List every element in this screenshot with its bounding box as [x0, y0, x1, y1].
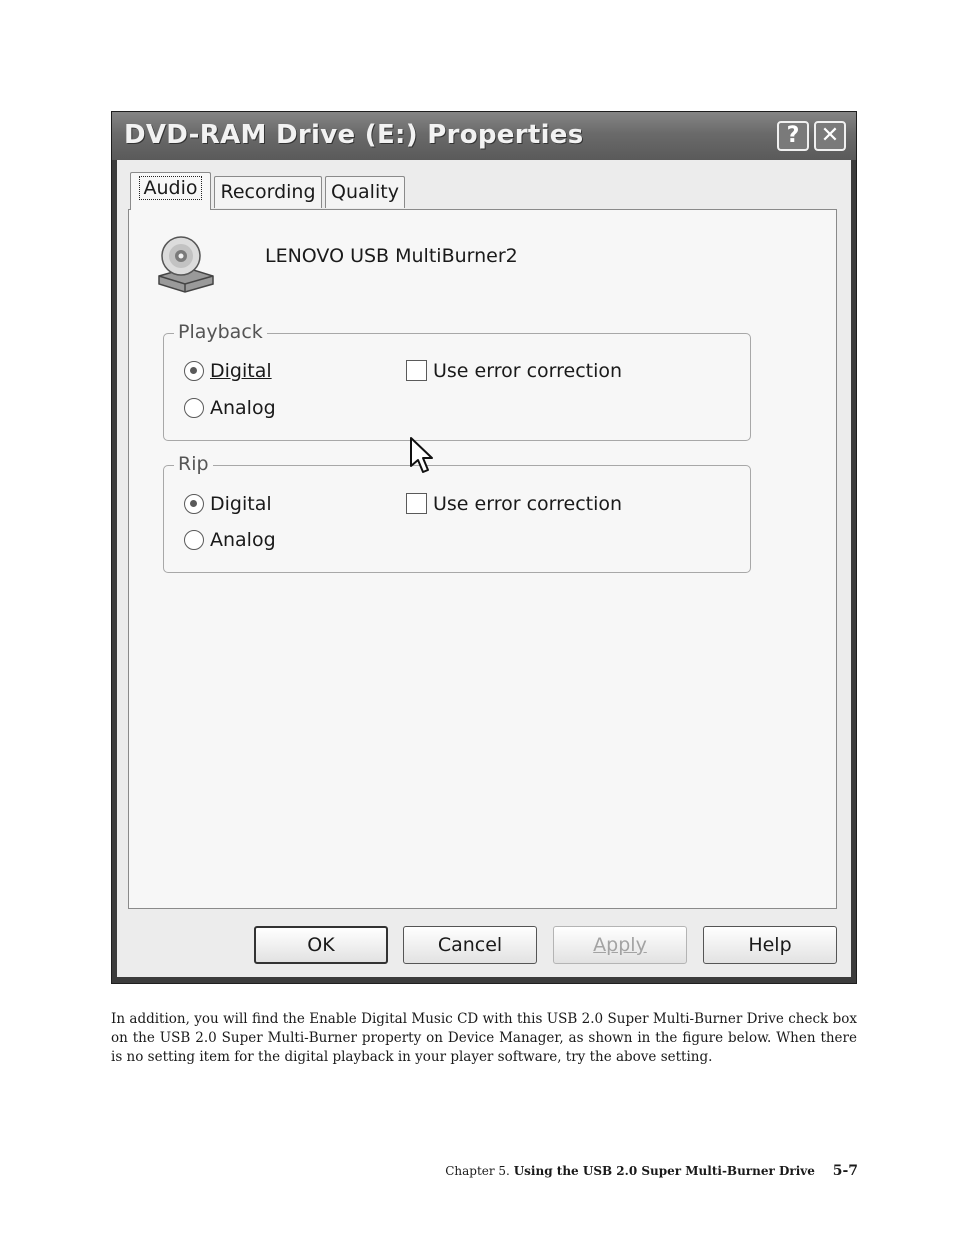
properties-dialog	[111, 111, 857, 984]
tab-audio-label: Audio	[139, 176, 201, 200]
rip-digital-radio[interactable]	[184, 491, 272, 517]
rip-error-correction-checkbox[interactable]	[406, 491, 622, 517]
radio-checked-icon	[184, 361, 204, 381]
help-button[interactable]: Help	[703, 926, 837, 964]
radio-checked-icon	[184, 494, 204, 514]
tab-recording[interactable]: Recording	[214, 176, 322, 208]
playback-digital-radio[interactable]	[184, 358, 272, 384]
checkbox-unchecked-icon	[406, 493, 427, 514]
dialog-client-area	[117, 160, 851, 977]
playback-error-correction-label: Use error correction	[433, 360, 623, 382]
rip-analog-label: Analog	[210, 529, 276, 551]
checkbox-unchecked-icon	[406, 360, 427, 381]
apply-button[interactable]	[553, 926, 687, 964]
body-paragraph: In addition, you will find the Enable Digital Music CD with this USB 2.0 Super Multi-Burner Drive check box on the USB 2.0 Super Multi-Burner property on Device Manager, as shown in the figure below. When there is no setting item for the digital playback in your player software, try the above setting.	[111, 1011, 857, 1065]
tab-panel-audio	[128, 209, 837, 909]
dialog-title: DVD-RAM Drive (E:) Properties	[124, 120, 584, 150]
ok-button[interactable]: OK	[254, 926, 388, 964]
device-name: LENOVO USB MultiBurner2	[265, 245, 518, 267]
title-help-button[interactable]: ?	[777, 121, 809, 151]
title-bar[interactable]	[112, 112, 856, 160]
cd-drive-icon	[153, 232, 217, 294]
page-number: 5-7	[832, 1163, 858, 1179]
page-footer	[445, 1163, 858, 1179]
rip-analog-radio[interactable]	[184, 527, 276, 553]
radio-unchecked-icon	[184, 398, 204, 418]
tab-audio[interactable]	[130, 172, 211, 210]
mouse-pointer-icon	[409, 436, 435, 476]
rip-legend: Rip	[174, 451, 213, 477]
footer-chapter-title: Using the USB 2.0 Super Multi-Burner Drive	[513, 1164, 815, 1178]
radio-unchecked-icon	[184, 530, 204, 550]
playback-legend: Playback	[174, 319, 267, 345]
cancel-button[interactable]: Cancel	[403, 926, 537, 964]
rip-group	[163, 453, 751, 573]
playback-digital-label: Digital	[210, 360, 272, 382]
playback-group	[163, 321, 751, 441]
rip-error-correction-label: Use error correction	[433, 493, 623, 515]
close-button[interactable]	[814, 121, 846, 151]
playback-analog-label: Analog	[210, 397, 276, 419]
rip-digital-label: Digital	[210, 493, 272, 515]
tab-quality[interactable]: Quality	[325, 176, 405, 208]
playback-analog-radio[interactable]	[184, 395, 276, 421]
playback-error-correction-checkbox[interactable]	[406, 358, 622, 384]
apply-label: Apply	[593, 934, 647, 956]
close-icon: ✕	[820, 123, 840, 148]
footer-chapter: Chapter 5.	[445, 1164, 510, 1178]
